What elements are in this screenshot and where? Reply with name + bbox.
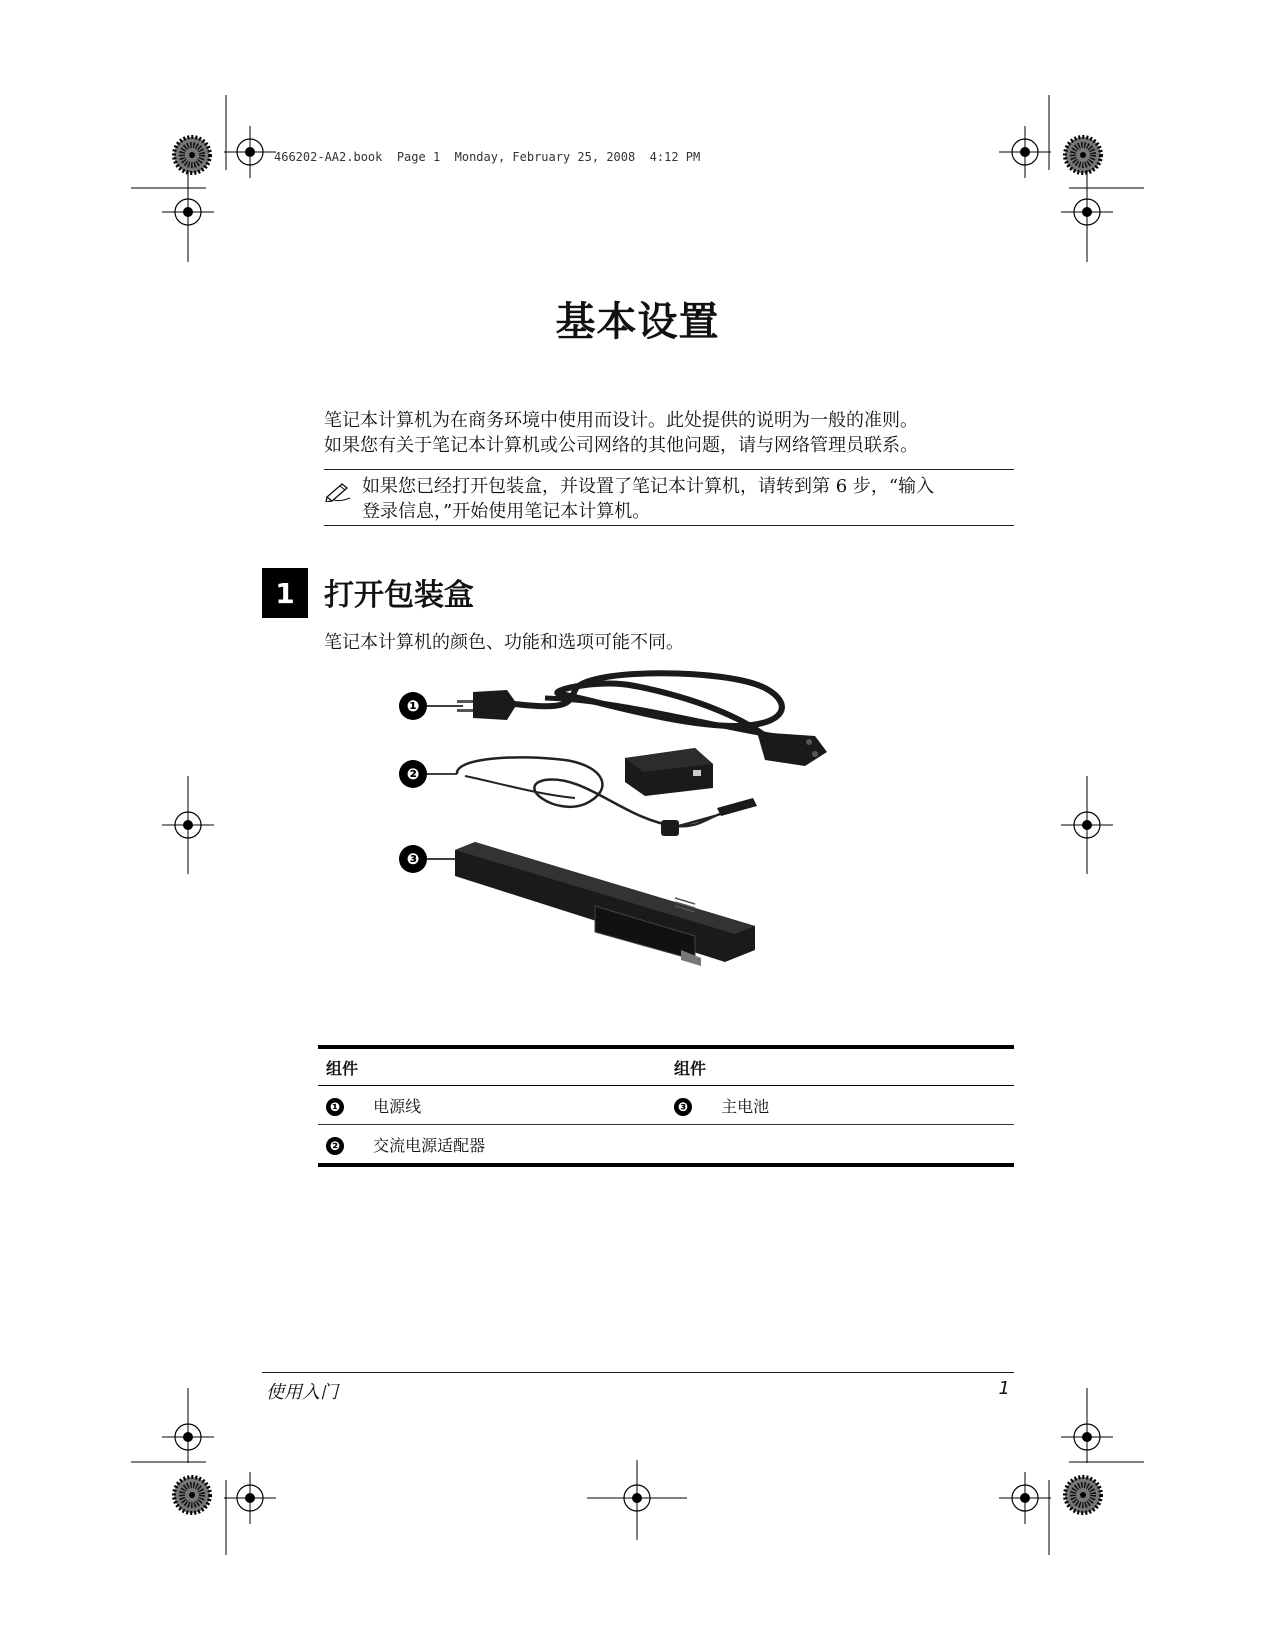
intro-line: 笔记本计算机为在商务环境中使用而设计。此处提供的说明为一般的准则。 <box>324 410 918 431</box>
table-cell-empty <box>666 1125 1014 1166</box>
step-number-badge: 1 <box>262 568 308 618</box>
table-header: 组件 <box>318 1047 666 1086</box>
table-cell <box>318 1125 666 1166</box>
table-header: 组件 <box>666 1047 1014 1086</box>
table-row <box>318 1125 1014 1166</box>
table-row <box>318 1086 1014 1125</box>
intro-paragraph <box>324 408 1014 458</box>
print-slug-line: 466202-AA2.book Page 1 Monday, February 25, 2008 4:12 PM <box>274 150 701 164</box>
components-table <box>318 1045 1014 1167</box>
component-label: 主电池 <box>721 1096 770 1116</box>
component-label: 交流电源适配器 <box>373 1135 486 1155</box>
power-cord-illustration <box>457 673 827 766</box>
battery-illustration <box>455 842 755 966</box>
step-description: 笔记本计算机的颜色、功能和选项可能不同。 <box>324 632 684 653</box>
callout-1-label: ❶ <box>406 697 420 715</box>
component-label: 电源线 <box>373 1096 422 1116</box>
note-line: 登录信息，”开始使用笔记本计算机。 <box>362 501 651 522</box>
callout-2-label: ❷ <box>406 765 420 783</box>
page-number: 1 <box>998 1378 1010 1399</box>
callout-number: ❶ <box>326 1098 344 1116</box>
note-text <box>362 474 1012 524</box>
package-contents-figure <box>395 670 895 1030</box>
callout-number: ❸ <box>674 1098 692 1116</box>
callout-1 <box>399 692 463 720</box>
note-box <box>324 469 1014 526</box>
step-title: 打开包装盒 <box>324 578 474 613</box>
intro-line: 如果您有关于笔记本计算机或公司网络的其他问题，请与网络管理员联系。 <box>324 435 918 456</box>
page-title: 基本设置 <box>555 299 720 345</box>
ac-adapter-illustration <box>457 748 757 836</box>
callout-number: ❷ <box>326 1137 344 1155</box>
callout-2 <box>399 760 457 788</box>
pencil-note-icon <box>324 480 352 502</box>
callout-3 <box>399 845 457 873</box>
footer-rule <box>262 1372 1014 1373</box>
table-cell <box>318 1086 666 1125</box>
note-line: 如果您已经打开包装盒，并设置了笔记本计算机，请转到第 6 步，“输入 <box>362 476 935 497</box>
footer-book-title: 使用入门 <box>266 1382 338 1403</box>
table-cell <box>666 1086 1014 1125</box>
table-header-row <box>318 1047 1014 1086</box>
callout-3-label: ❸ <box>406 850 420 868</box>
